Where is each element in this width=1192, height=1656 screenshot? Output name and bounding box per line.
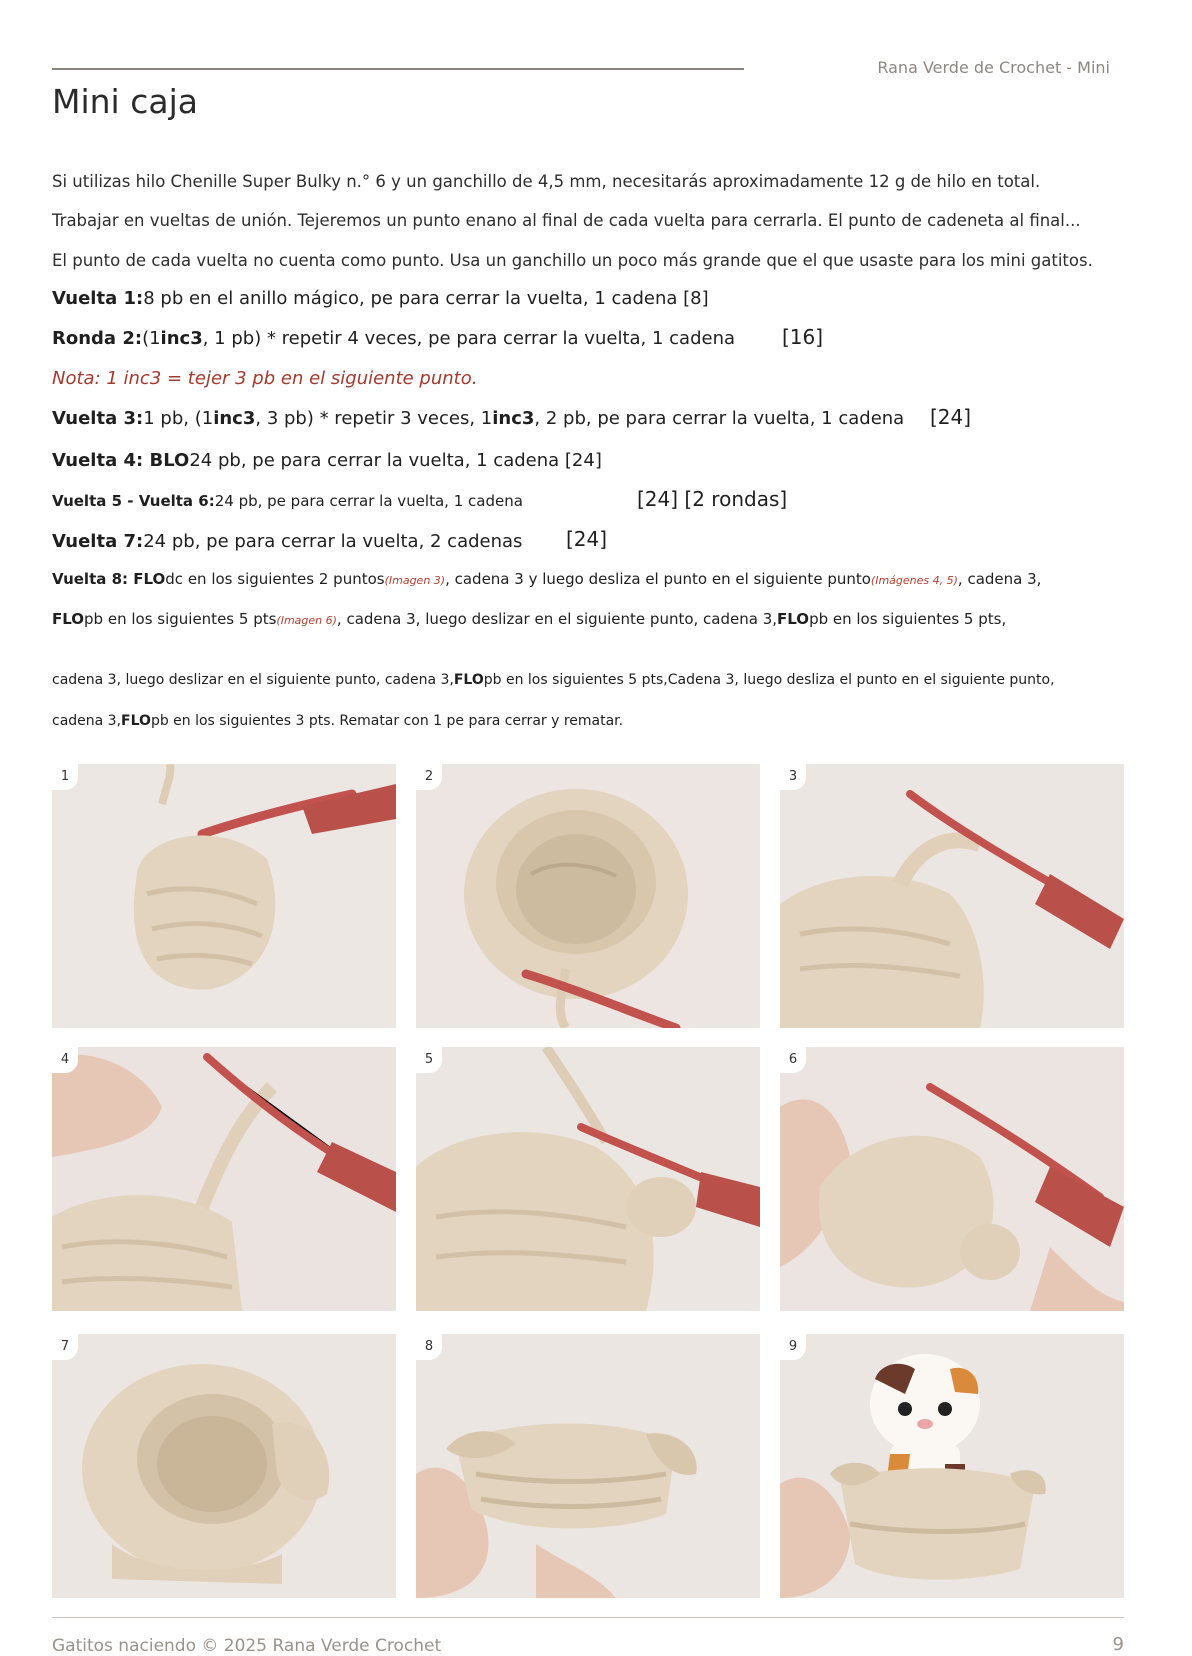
row-8-l2-flo-2: FLO bbox=[777, 610, 810, 628]
intro-line-1: Si utilizas hilo Chenille Super Bulky n.° 6 y un ganchillo de 4,5 mm, necesitarás aproximadamente 12 g de hilo en total. bbox=[52, 172, 1041, 191]
photo-number: 3 bbox=[780, 764, 806, 790]
row-8-l3-text-b: pb en los siguientes 5 pts,Cadena 3, luego desliza el punto en el siguiente punto, bbox=[483, 672, 1055, 688]
row-2 bbox=[52, 328, 735, 349]
row-8-ref-1: (Imagen 3) bbox=[384, 574, 446, 587]
photo-5-illustration bbox=[416, 1047, 760, 1311]
row-3-text-e: , 2 pb, pe para cerrar la vuelta, 1 cadena bbox=[534, 408, 905, 429]
photo-5 bbox=[416, 1047, 760, 1311]
photo-8-illustration bbox=[416, 1334, 760, 1598]
photo-number: 4 bbox=[52, 1047, 78, 1073]
photo-1-illustration bbox=[52, 764, 396, 1028]
photo-number: 6 bbox=[780, 1047, 806, 1073]
row-7-text: 24 pb, pe para cerrar la vuelta, 2 cadenas bbox=[143, 531, 523, 552]
page-number: 9 bbox=[1112, 1634, 1124, 1655]
intro-line-2: Trabajar en vueltas de unión. Tejeremos un punto enano al final de cada vuelta para cerrarla. El punto de cadeneta al final... bbox=[52, 211, 1081, 230]
row-2-label: Ronda 2: bbox=[52, 328, 143, 349]
photo-6 bbox=[780, 1047, 1124, 1311]
photo-9-illustration bbox=[780, 1334, 1124, 1598]
row-4-label: Vuelta 4: bbox=[52, 450, 150, 471]
row-8-l2-flo-1: FLO bbox=[52, 610, 85, 628]
row-4-blo: BLO bbox=[149, 450, 190, 471]
photo-number: 5 bbox=[416, 1047, 442, 1073]
row-8-line-4 bbox=[52, 713, 623, 729]
photo-number: 7 bbox=[52, 1334, 78, 1360]
row-1-label: Vuelta 1: bbox=[52, 288, 144, 309]
note: Nota: 1 inc3 = tejer 3 pb en el siguiente punto. bbox=[52, 368, 478, 389]
photo-number: 1 bbox=[52, 764, 78, 790]
row-8-ref-2: (Imágenes 4, 5) bbox=[870, 574, 958, 587]
row-4-text: 24 pb, pe para cerrar la vuelta, 1 cadena [24] bbox=[189, 450, 602, 471]
row-8-l4-flo: FLO bbox=[121, 713, 151, 729]
photo-6-illustration bbox=[780, 1047, 1124, 1311]
row-5-6-count: [24] [2 rondas] bbox=[637, 487, 788, 511]
row-1-text: 8 pb en el anillo mágico, pe para cerrar la vuelta, 1 cadena [8] bbox=[143, 288, 709, 309]
row-4 bbox=[52, 450, 602, 471]
photo-number: 9 bbox=[780, 1334, 806, 1360]
photo-7-illustration bbox=[52, 1334, 396, 1598]
row-1 bbox=[52, 288, 709, 309]
row-8-text-c: , cadena 3, bbox=[957, 570, 1042, 588]
photo-8 bbox=[416, 1334, 760, 1598]
row-7-count: [24] bbox=[566, 527, 608, 551]
row-8-l3-flo: FLO bbox=[453, 672, 484, 688]
row-3 bbox=[52, 408, 904, 429]
page-title: Mini caja bbox=[52, 82, 198, 121]
running-title: Rana Verde de Crochet - Mini bbox=[877, 58, 1110, 77]
row-3-text-a: 1 pb, (1 bbox=[143, 408, 214, 429]
row-3-text-c: , 3 pb) * repetir 3 veces, 1 bbox=[255, 408, 493, 429]
row-8-l2-text-a: pb en los siguientes 5 pts bbox=[84, 610, 277, 628]
row-3-inc3-a: inc3 bbox=[213, 408, 256, 429]
row-8-text-b: , cadena 3 y luego desliza el punto en el siguiente punto bbox=[445, 570, 871, 588]
footer-rule bbox=[52, 1617, 1124, 1618]
row-3-count: [24] bbox=[930, 405, 972, 429]
row-8-l3-text-a: cadena 3, luego deslizar en el siguiente punto, cadena 3, bbox=[52, 672, 454, 688]
row-8-label: Vuelta 8: bbox=[52, 570, 134, 588]
photo-2 bbox=[416, 764, 760, 1028]
row-8-l4-text-b: pb en los siguientes 3 pts. Rematar con 1 pe para cerrar y rematar. bbox=[150, 713, 624, 729]
photo-4-illustration bbox=[52, 1047, 396, 1311]
row-7-label: Vuelta 7: bbox=[52, 531, 144, 552]
row-8-line-2 bbox=[52, 610, 1006, 628]
row-3-inc3-b: inc3 bbox=[492, 408, 535, 429]
header-rule bbox=[52, 68, 744, 70]
row-8-line-1 bbox=[52, 570, 1041, 588]
photo-2-illustration bbox=[416, 764, 760, 1028]
row-2-text-a: (1 bbox=[142, 328, 161, 349]
row-5-6-text: 24 pb, pe para cerrar la vuelta, 1 cadena bbox=[214, 492, 523, 510]
photo-7 bbox=[52, 1334, 396, 1598]
photo-3 bbox=[780, 764, 1124, 1028]
row-2-count: [16] bbox=[782, 325, 824, 349]
footer-copyright: Gatitos naciendo © 2025 Rana Verde Crochet bbox=[52, 1636, 442, 1656]
row-8-flo: FLO bbox=[133, 570, 166, 588]
photo-1 bbox=[52, 764, 396, 1028]
row-8-l4-text-a: cadena 3, bbox=[52, 713, 122, 729]
photo-9 bbox=[780, 1334, 1124, 1598]
row-3-label: Vuelta 3: bbox=[52, 408, 144, 429]
row-5-6 bbox=[52, 492, 523, 510]
row-8-l2-text-c: pb en los siguientes 5 pts, bbox=[809, 610, 1007, 628]
row-2-inc3: inc3 bbox=[160, 328, 203, 349]
photo-3-illustration bbox=[780, 764, 1124, 1028]
intro-line-3: El punto de cada vuelta no cuenta como punto. Usa un ganchillo un poco más grande que el que usaste para los mini gatitos. bbox=[52, 251, 1093, 270]
row-5-6-label: Vuelta 5 - Vuelta 6: bbox=[52, 492, 215, 510]
photo-4 bbox=[52, 1047, 396, 1311]
row-8-l2-ref: (Imagen 6) bbox=[276, 614, 337, 627]
row-7 bbox=[52, 531, 522, 552]
row-2-text-c: , 1 pb) * repetir 4 veces, pe para cerrar la vuelta, 1 cadena bbox=[202, 328, 736, 349]
row-8-text-a: dc en los siguientes 2 puntos bbox=[165, 570, 385, 588]
photo-number: 8 bbox=[416, 1334, 442, 1360]
row-8-l2-text-b: , cadena 3, luego deslizar en el siguiente punto, cadena 3, bbox=[336, 610, 778, 628]
photo-number: 2 bbox=[416, 764, 442, 790]
row-8-line-3 bbox=[52, 672, 1055, 688]
